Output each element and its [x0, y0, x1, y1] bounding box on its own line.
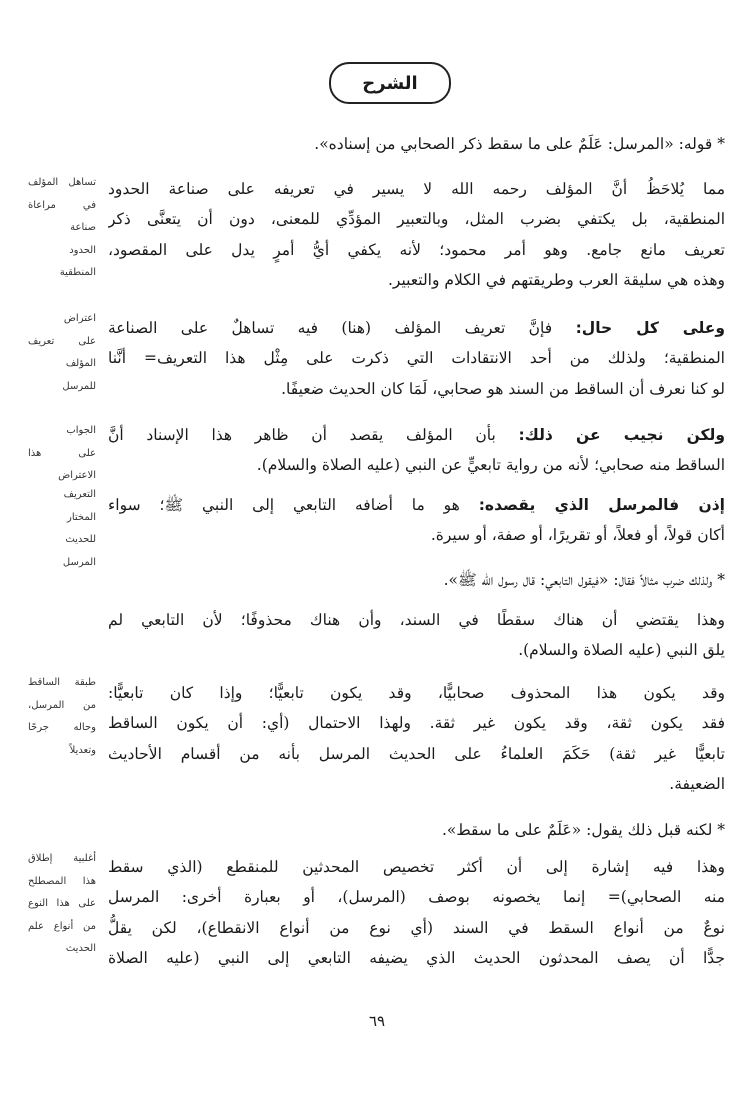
paragraph-8: [108, 678, 725, 799]
text-line: أكان قولاً، أو فعلاً، أو تقريرًا، أو صفة، أو سيرة.: [430, 526, 725, 545]
paragraph-3: [108, 313, 725, 404]
margin-note-2: [28, 308, 96, 398]
text-line: مما يُلاحَظُ أنَّ المؤلف رحمه الله لا يسير في تعريفه على صناعة الحدود: [108, 180, 725, 198]
text-line: المنطقية؛ ولذلك من أحد الانتقادات التي ذكرت على مِثْل هذا التعريف= أنَّنا: [108, 349, 725, 368]
text-line: تعريف مانع جامع. وهو أمر محمود؛ لأنه يكفي أيُّ أمرٍ يدل على المقصود،: [108, 240, 725, 259]
margin-note-line: في مراعاة: [28, 199, 96, 211]
margin-note-line: وحاله جرحًا: [28, 722, 96, 733]
margin-note-line: الاعتراض: [58, 470, 96, 481]
paragraph-2: [108, 174, 725, 295]
text-line: نوعٌ من أنواع السقط في السند (أي نوع من أنواع الانقطاع)، لكن يقلُّ: [108, 918, 725, 937]
margin-note-line: المنطقية: [59, 267, 96, 278]
paragraph-4: [108, 420, 725, 481]
margin-note-line: للحديث: [65, 534, 96, 545]
margin-note-line: من المرسل،: [28, 699, 96, 711]
text-line: يلق النبي (عليه الصلاة والسلام).: [518, 641, 725, 660]
paragraph-lead: ولكن نجيب عن ذلك:: [518, 426, 725, 444]
paragraph-quote-3: [108, 815, 725, 845]
margin-note-line: الحدود: [69, 244, 96, 256]
margin-note-line: صناعة: [70, 222, 96, 233]
text-line: [108, 490, 725, 520]
text-line: جدًّا أن يصف المحدثون الحديث الذي يضيفه التابعي إلى النبي (عليه الصلاة: [108, 948, 725, 967]
margin-note-4: [28, 484, 96, 574]
text-line: وهذا يقتضي أن هناك سقطًا في السند، وأن هناك محذوفًا؛ لأن التابعي لم: [108, 611, 725, 629]
text-line: فقد يكون ثقة، وقد يكون غير ثقة. ولهذا الاحتمال (أي: أن يكون الساقط: [108, 714, 725, 733]
margin-note-line: طبقة الساقط: [28, 677, 96, 688]
paragraph-7: [108, 605, 725, 666]
paragraph-lead: إذن فالمرسل الذي يقصده:: [478, 496, 725, 514]
text-run: هو ما أضافه التابعي إلى النبي ﷺ؛ سواء: [108, 496, 460, 514]
margin-note-line: على تعريف: [28, 335, 96, 347]
text-line: الضعيفة.: [669, 774, 725, 793]
margin-note-5: [28, 672, 96, 762]
margin-note-line: المؤلف: [65, 358, 96, 369]
text-line: * لكنه قبل ذلك يقول: «عَلَمٌ على ما سقط».: [441, 821, 725, 839]
text-line: لو كنا نعرف أن الساقط من السند هو صحابي، لَمَا كان الحديث ضعيفًا.: [281, 379, 725, 398]
margin-note-line: للمرسل: [62, 380, 96, 392]
paragraph-lead: وعلى كل حال:: [575, 319, 725, 337]
margin-note-line: المرسل: [62, 556, 96, 568]
margin-note-line: وتعديلاً: [69, 744, 96, 756]
margin-note-line: على هذا: [28, 447, 96, 459]
text-line: الساقط منه صحابي؛ لأنه من رواية تابعيٍّ عن النبي (عليه الصلاة والسلام).: [256, 456, 725, 475]
paragraph-quote-2: [108, 565, 725, 595]
text-line: [108, 313, 725, 343]
margin-note-line: الجواب: [66, 425, 96, 436]
margin-note-line: الحديث: [65, 943, 96, 954]
margin-note-3: [28, 420, 96, 488]
section-title: الشرح: [362, 72, 418, 94]
text-line: منه الصحابي)= إنما يخصونه بوصف (المرسل)، أو بعبارة أخرى: المرسل: [108, 888, 725, 907]
margin-note-line: المختار: [67, 511, 96, 523]
text-run: بأن المؤلف يقصد أن ظاهر هذا الإسناد أنَّ: [108, 426, 496, 444]
margin-note-line: تساهل المؤلف: [28, 177, 96, 188]
margin-note-line: التعريف: [63, 489, 96, 500]
text-line: وهذه هي سليقة العرب وطريقتهم في الكلام والتعبير.: [387, 270, 725, 289]
margin-note-line: هذا المصطلح: [28, 875, 96, 887]
text-line: وقد يكون هذا المحذوف صحابيًّا، وقد يكون تابعيًّا؛ وإذا كان تابعيًّا:: [108, 684, 725, 702]
text-line: [108, 420, 725, 450]
section-title-box: [329, 62, 451, 104]
margin-note-line: أغلبية إطلاق: [28, 853, 96, 864]
text-line: * ولذلك ضرب مثالاً فقال: «فيقول التابعي: قال رسول الله ﷺ».: [443, 571, 725, 589]
text-line: المنطقية، بل يكتفي بضرب المثل، وبالتعبير المؤدِّي للمعنى، دون أن يتعنَّى ذكر: [108, 210, 725, 229]
paragraph-5: [108, 490, 725, 551]
paragraph-quote-1: [108, 129, 725, 159]
margin-note-1: [28, 172, 96, 285]
text-line: تابعيًّا غير ثقة) حَكَمَ العلماءُ على الحديث المرسل بأنه من أقسام الأحاديث: [108, 744, 725, 763]
text-line: * قوله: «المرسل: عَلَمٌ على ما سقط ذكر الصحابي من إسناده».: [314, 135, 725, 153]
margin-note-line: على هذا النوع: [28, 898, 96, 909]
margin-note-6: [28, 848, 96, 961]
margin-note-line: من أنواع علم: [28, 920, 96, 932]
paragraph-10: [108, 852, 725, 973]
text-line: وهذا فيه إشارة إلى أن أكثر تخصيص المحدثين للمنقطع (الذي سقط: [108, 858, 725, 876]
text-run: فإنَّ تعريف المؤلف (هنا) فيه تساهلٌ على الصناعة: [108, 319, 553, 337]
margin-note-line: اعتراض: [63, 313, 96, 324]
page-number: ٦٩: [368, 1012, 386, 1030]
